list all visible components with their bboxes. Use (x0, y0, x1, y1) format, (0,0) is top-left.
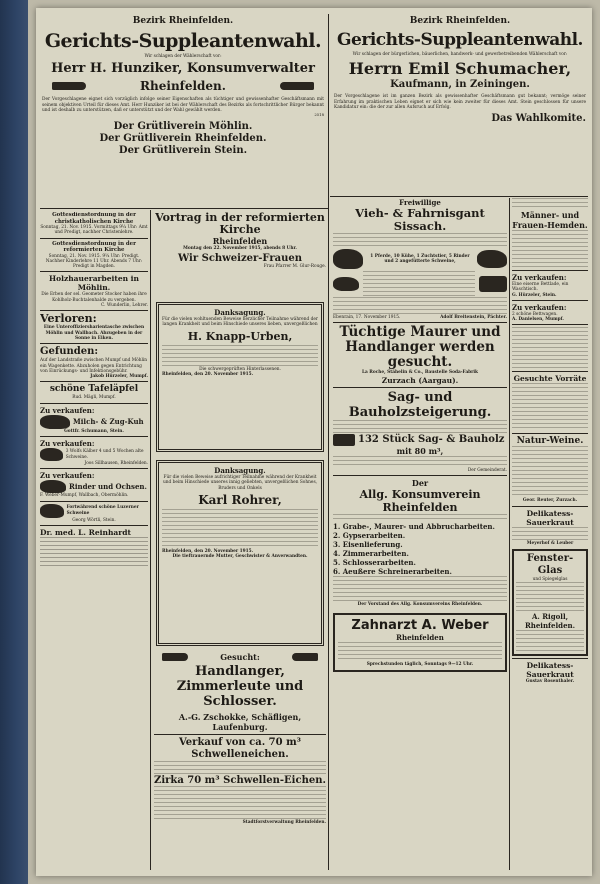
left-intro: Wir schlagen der Wählerschaft vor: (144, 54, 222, 59)
thanks1-title: Danksagung. (214, 308, 266, 317)
auction-intro (333, 420, 507, 434)
sell2-text: 2 schöne Bettwagen. (512, 311, 558, 317)
wanted-company: A.-G. Zschokke, Schäfligen, Laufenburg. (178, 712, 302, 732)
wanted-title: Handlanger, Zimmerleute und Schlosser. (176, 664, 304, 709)
mason-title: Tüchtige Maurer und Handlanger werden gesucht. (339, 324, 501, 371)
glass-sign: A. Rigoll, Rheinfelden. (524, 612, 576, 631)
left-title: Gerichts-Suppleantenwahl. (44, 30, 322, 52)
cow-icon (40, 415, 70, 429)
konsum-item: 2. Gypserarbeiten. (333, 530, 406, 540)
cow-icon (40, 480, 66, 493)
wine-sign: Geor. Reuter, Zurzach. (522, 498, 578, 504)
right-election-ad (334, 16, 586, 194)
konsum-title: Allg. Konsumverein Rheinfelden (359, 487, 481, 514)
doctor-text-block (40, 537, 148, 567)
left-signer: Der Grütliverein Rheinfelden. (99, 132, 267, 144)
vortrag-place: Rheinfelden (212, 236, 268, 246)
thanks2-body (162, 509, 318, 549)
found-sign: Jakob Hürzeler, Mumpf. (90, 374, 148, 380)
doctor-title: Dr. med. L. Reinhardt (40, 527, 131, 537)
left-candidate: Herr H. Hunziker, Konsumverwalter (51, 61, 315, 77)
pointing-hand-icon (162, 653, 188, 661)
vortrag-topic: Wir Schweizer-Frauen (178, 253, 302, 265)
apples-title: schöne Tafeläpfel (49, 384, 139, 395)
sell2-title: Zu verkaufen: (512, 302, 567, 312)
dentist-hours: Sprechstunden täglich, Sonntags 9—12 Uhr. (366, 662, 474, 668)
mason-place: Zurzach (Aargau). (381, 375, 459, 385)
found-title: Gefunden: (40, 346, 99, 358)
seeds-text (512, 383, 588, 431)
sell1-title: Zu verkaufen: (40, 439, 95, 449)
auction-volume: mit 80 m³, (396, 445, 444, 456)
thanks1-name: H. Knapp-Urben, (187, 329, 293, 343)
pointing-hand-icon (280, 82, 314, 90)
thanks1-text: Für die vielen wohltuenden Beweise herzlicher Teilnahme während der langen Krankheit und beim Hinschiede unseres lieben, unvergeßlichen (162, 317, 318, 328)
center-column (333, 198, 507, 868)
cow-icon (477, 250, 507, 268)
milk-text: Milch- & Zug-Kuh (73, 417, 144, 427)
right-candidate: Herrn Emil Schumacher, (348, 59, 572, 79)
left-signer: Der Grütliverein Möhlin. (113, 120, 253, 132)
vortrag-date: Montag den 22. November 1915, abends 8 Uhr. (183, 246, 297, 251)
glass-text (516, 582, 584, 612)
divider (40, 208, 328, 209)
services2-text: Sonntag, 21. Nov. 1915. 9¼ Uhr: Predigt. Nachher Kinderlehre 11 Uhr. Abends 7 Uhr: Predigt in Magden. (45, 253, 143, 270)
vortrag-sign: Frau Pfarrer M. Glur-Rouge. (263, 264, 326, 270)
lost-text: Eine Unteroffiziersharientasche zwischen Möhlin und Wallbach. Abzugeben in der Sonne in Eiken. (43, 325, 145, 341)
konsum-label: Der (411, 477, 429, 488)
book-spine (0, 0, 28, 884)
middle-column (154, 212, 326, 866)
konsum-item: 6. Aeußere Schreinerarbeiten. (333, 566, 452, 576)
thanks1-box (156, 302, 324, 452)
sell-title: Zu verkaufen: (512, 273, 567, 282)
kraut2-sign: Gustav Rosenthaler. (525, 679, 575, 685)
market-sign: Adolf Breitenstein, Pächter. (440, 315, 507, 320)
market-intro (333, 233, 507, 249)
seeds-title: Gesuchte Vorräte (513, 374, 587, 384)
dentist-box (333, 613, 507, 672)
market-items (363, 271, 475, 297)
right-place: Kaufmann, in Zeiningen. (390, 79, 530, 91)
left-text: Der Vorgeschlagene eignet sich vorzüglich infolge seiner Eigenschaften als tüchtiger und gewissenhafter Geschäftsmann mit seinem objektiven Urteil für dieses Amt. Herr Hunziker ist bei der Wählerschaft des Bezirks als fortschrittlicher Bürger bekannt und ist deshalb zu unterstützen, daß er unterstützt und der Wahl gewählt werden. (42, 97, 324, 113)
services2-title: Gottesdienstordnung in der reformierten Kirche (52, 240, 136, 254)
left-code: 2518 (314, 112, 324, 118)
market-label: Freiwillige (399, 198, 441, 207)
glass-title: Fenster-Glas (526, 553, 574, 577)
kraut2-title: Delikatess-Sauerkraut (526, 661, 574, 680)
thanks2-title: Danksagung. (214, 466, 266, 475)
left-district: Bezirk Rheinfelden. (132, 16, 234, 26)
column-divider (509, 198, 510, 870)
underwear-text (512, 230, 588, 268)
konsum-sign: Der Vorstand des Allg. Konsumvereins Rheinfelden. (357, 601, 483, 607)
thanks1-body (162, 345, 318, 367)
dentist-place: Rheinfelden (396, 633, 444, 643)
sale-body (154, 761, 326, 775)
sell2-sign: F. Weber-Mumpf, Wallbach, Obermöhlin. (40, 493, 129, 499)
right-district: Bezirk Rheinfelden. (409, 16, 511, 26)
thanks2-box (156, 460, 324, 646)
lost-title: Verloren: (40, 312, 97, 326)
wine-title: Natur-Weine. (516, 436, 584, 447)
auction-sign: Der Gemeinderat. (467, 467, 507, 473)
right-text: Der Vorgeschlagene ist im ganzen Bezirk als gewissenhafter Geschäftsmann gut bekannt; vermöge seiner Erfahrung im praktischen Leben eignet er sich wie kein zweiter für dieses Amt. Stein geschlossen für unsere Kandidatur ein: die der zur allen Aufsruch auf Erfolg. (334, 94, 586, 110)
sell1-sign: Joos Sillhausen, Rheinfelden. (84, 461, 148, 467)
wood-title: Holzhauerarbeiten in Möhlin. (49, 274, 139, 293)
thanks2-text: Für die vielen Beweise aufrichtiger Teilnahme während der Krankheit und beim Hinschiede unseres innig geliebten, unvergeßlichen Sohnes, Bruders und Onkels (162, 475, 318, 491)
kraut-sign: Meyerhof & Leuber (526, 540, 574, 546)
price-list (512, 327, 588, 369)
right-classified-column (512, 198, 588, 868)
sale-amount: Zirka 70 m³ Schwellen-Eichen. (154, 775, 326, 786)
auction-text (333, 456, 507, 468)
column-divider (328, 14, 329, 870)
dentist-text (338, 642, 502, 662)
konsum-text (333, 576, 507, 602)
market-title: Vieh- & Fahrnisgant Sissach. (355, 206, 485, 233)
pointing-hand-icon (292, 653, 318, 661)
thanks2-name: Karl Rohrer, (198, 492, 282, 507)
services1-title: Gottesdienstordnung in der christkatholischen Kirche (52, 212, 136, 225)
thanks1-footer: Die schwergeprüften Hinterlassenen. (199, 366, 281, 372)
market-text (333, 297, 507, 315)
konsum-item: 4. Zimmerarbeiten. (333, 548, 409, 558)
glass-subtitle: und Spiegelglas (532, 577, 568, 583)
right-committee: Das Wahlkomite. (491, 113, 586, 125)
glass-box (512, 549, 588, 656)
pig-icon (40, 504, 64, 518)
wood-sign: C. Wunderlin, Lehrer. (101, 303, 148, 309)
found-text: Auf der Landstraße zwischen Mumpf und Möhlin ein Wagenkette. Abzuholen gegen Entrichtung von Einrückungs- und Infektionsgebühr. (40, 358, 148, 374)
left-signer: Der Grütliverein Stein. (118, 144, 248, 156)
sell1-text: 3 Wolfs Kälber 4 und 5 Wochen alte Schweine. (65, 449, 144, 460)
wood-text: Die Erben der sel. Geometer Stocker haben ihre Kohlholz-Buchtalenhalde zu vergeben. (41, 292, 147, 303)
log-icon (333, 434, 355, 446)
market-animals: 1 Pferde, 10 Kühe, 1 Zuchtstier, 5 Rinder und 2 angefütterte Schweine, (370, 253, 470, 264)
mason-company: La Roche, Stähelin & Co., Baustelle Soda-Fabrik (361, 370, 479, 376)
right-intro: Wir schlagen der bürgerlichen, bäuerlichen, handwerk- und gewerbetreibenden Wählerschaft vor: (352, 52, 568, 57)
underwear-title: Männer- und Frauen-Hemden. (512, 210, 588, 230)
sell-text: Eine eiserne Bettlade, ein Waschtisch. (512, 282, 569, 293)
left-election-ad (42, 16, 324, 206)
kraut-title: Delikatess-Sauerkraut (526, 508, 574, 527)
sell2-title: Zu verkaufen: (40, 471, 95, 481)
glass-footer (516, 630, 584, 652)
sell2-sign: A. Danielsen, Mumpf. (512, 317, 564, 323)
milk-sign: Gottfr. Schumann, Stein. (64, 428, 124, 434)
market-date: Ebenrain, 17. November 1915. (333, 315, 401, 320)
auction-title: Sag- und Bauholzsteigerung. (348, 389, 492, 420)
konsum-item: 3. Eisenlieferung. (333, 539, 403, 549)
milk-title: Zu verkaufen: (40, 405, 95, 415)
newspaper-page (36, 8, 592, 876)
right-title: Gerichts-Suppleantenwahl. (337, 30, 583, 50)
classified-column (40, 212, 148, 866)
auction-lot: 132 Stück Sag- & Bauholz (358, 434, 505, 446)
sale-footer: Stadtforstverwaltung Rheinfelden. (242, 820, 326, 825)
konsum-item: 1. Grabe-, Maurer- und Abbrucharbeiten. (333, 521, 495, 531)
wine-list (512, 446, 588, 498)
vortrag-title: Vortrag in der reformierten Kirche (155, 212, 325, 236)
services1-text: Sonntag, 21. Nov. 1915. Vormittags 9¼ Uhr: Amt und Predigt, nachher Christenlehre. (40, 225, 148, 236)
pointing-hand-icon (52, 82, 86, 90)
pig-icon (333, 277, 359, 291)
dentist-title: Zahnarzt A. Weber (351, 618, 489, 634)
horse-icon (333, 249, 363, 269)
thanks1-place: Rheinfelden, den 20. November 1915. (162, 371, 254, 377)
sale-text (154, 786, 326, 820)
left-place: Rheinfelden. (140, 79, 226, 94)
thanks2-place: Rheinfelden, den 20. November 1915. (162, 548, 254, 554)
thanks2-footer: Die tieftrauernde Mutter, Geschwister & Anverwandten. (172, 554, 308, 560)
wanted-label: Gesucht: (220, 652, 260, 662)
divider (330, 196, 588, 197)
underwear-intro (512, 198, 588, 210)
kraut-text (512, 527, 588, 541)
sale-title: Verkauf von ca. 70 m³ Schwelleneichen. (178, 737, 302, 760)
konsum-item: 5. Schlosserarbeiten. (333, 557, 416, 567)
sell2-text: Rinder und Ochsen. (69, 482, 147, 492)
sow-title: Fortwährend schöne Luzerner Schweine (66, 505, 139, 516)
apples-sign: Rud. Mägli, Mumpf. (72, 395, 116, 401)
column-divider (150, 210, 151, 870)
pig-icon (40, 448, 63, 461)
sow-sign: Georg Wörtli, Stein. (72, 517, 116, 523)
konsum-intro (333, 514, 507, 522)
sell-sign: G. Hürzeler, Stein. (512, 292, 557, 298)
wagon-icon (479, 276, 507, 292)
